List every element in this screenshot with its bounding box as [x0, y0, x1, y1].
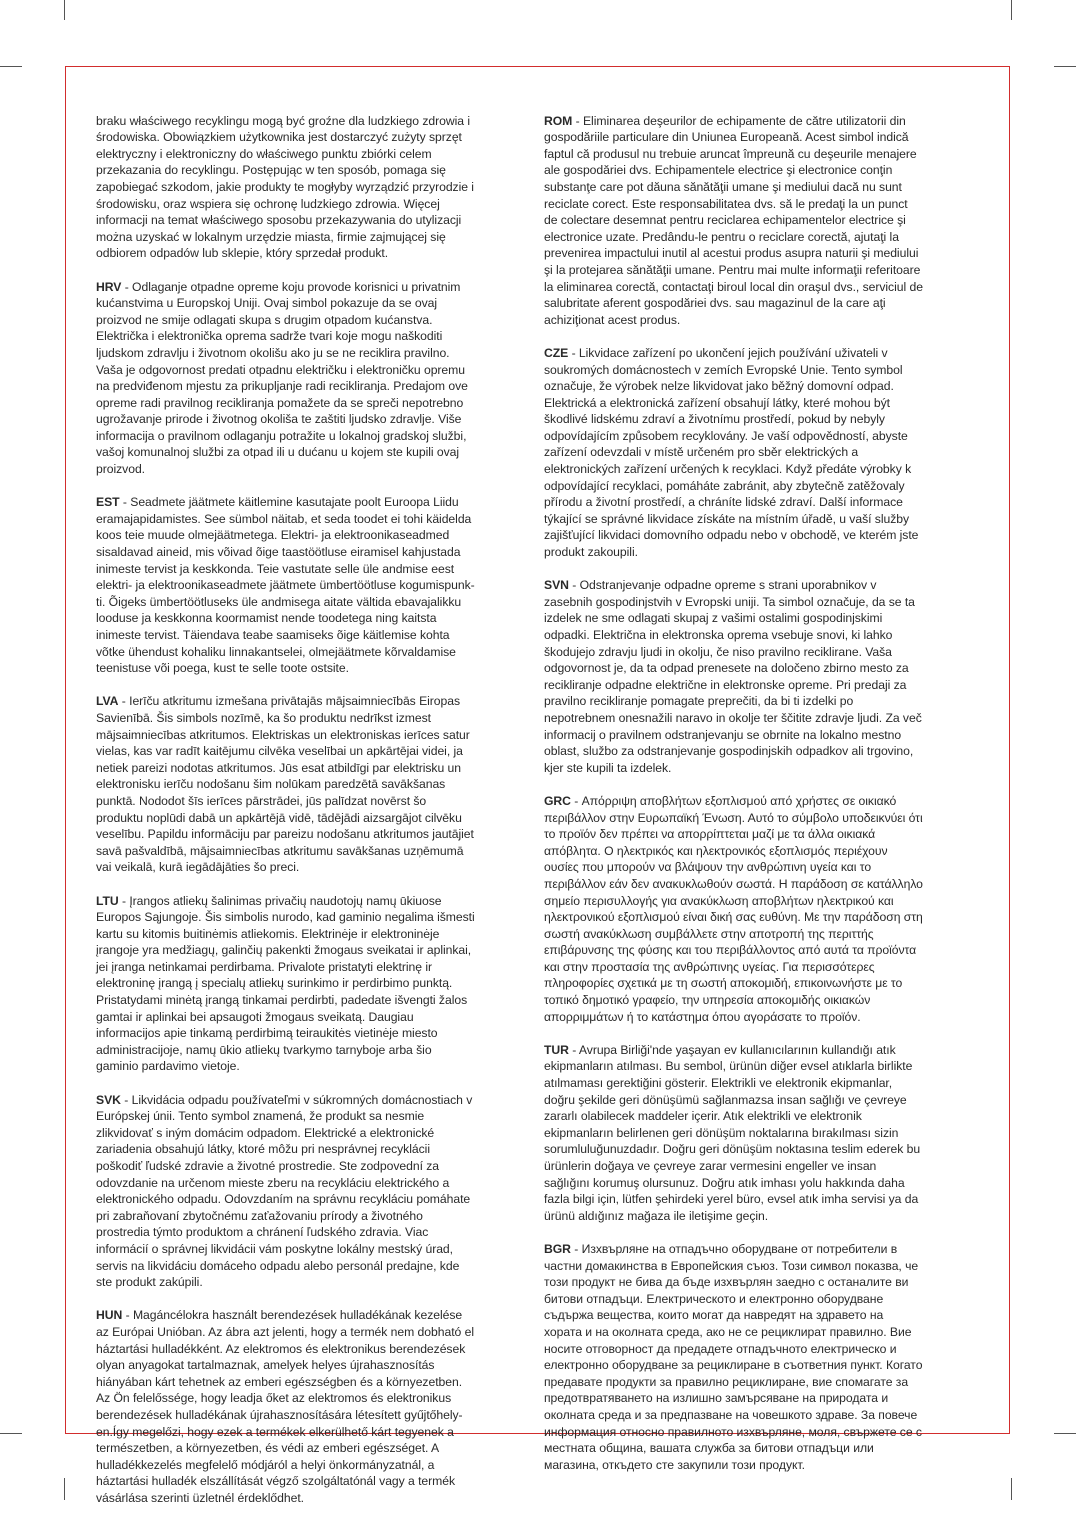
- entry-ltu: [96, 893, 532, 1076]
- entry-text: - Απόρριψη αποβλήτων εξοπλισμού από χρήστες σε οικιακό περιβάλλον στην Ευρωπαϊκή Ένωση. Αυτό το σύμβολο υποδεικνύει ότι το προϊόν δεν πρέπει να απορρίπτεται μαζί με τα άλλα οικιακά απόβλητα. Ο ηλεκτρικός και ηλεκτρονικός εξοπλισμός περιέχουν ουσίες που μπορούν να βλάψουν την ανθρώπινη υγεία και το περιβάλλον εάν δεν ανακυκλωθούν σωστά. Η παράδοση σε κατάλληλο σημείο περισυλλογής για ανακύκλωση αποβλήτων ηλεκτρικού και ηλεκτρονικού εξοπλισμού είναι δική σας ευθύνη. Με την παράδοση στη σωστή ανακύκλωση συμβάλλετε στην αποτροπή της περιττής επιβάρυνσης της φύσης και του περιβάλλοντος από αυτά τα προϊόντα και στην προστασία της ανθρώπινης υγείας. Για περισσότερες πληροφορίες σχετικά με τη σωστή αποκομιδή, επικοινωνήστε με το τοπικό δημοτικό γραφείο, την υπηρεσία αποκομιδής οικιακών απορριμμάτων ή το κατάστημα όπου αγοράσατε το προϊόν.: [544, 793, 923, 1024]
- entry-lva: [96, 693, 532, 876]
- language-code: GRC: [544, 793, 571, 808]
- language-code: HRV: [96, 279, 122, 294]
- language-code: TUR: [544, 1042, 569, 1057]
- language-code: SVK: [96, 1092, 121, 1107]
- language-code: CZE: [544, 345, 569, 360]
- language-code: LTU: [96, 893, 119, 908]
- entry-text: - Magáncélokra használt berendezések hulladékának kezelése az Európai Unióban. Az ábra azt jelenti, hogy a termék nem dobható el háztartási hulladékként. Az elektromos és elektronikus berendezések olyan anyagokat tartalmaznak, amelyek helyes újrahasznosítás hiányában kárt tehetnek az emberi egészségben és a környezetben. Az Ön felelőssége, hogy leadja őket az elektromos és elektronikus berendezések hulladékának újrahasznosítására létesített gyűjtőhely- en.Így megelőzi, hogy ezek a termékek elkerülhető kárt tegyenek a természetben, a környezetben, és védi az emberi egészséget. A hulladékkezelés megfelelő módjáról a helyi önkormányzatnál, a háztartási hulladék elszállítását végző szolgáltatónál vagy a termék vásárlása szerinti üzletnél érdeklődhet.: [96, 1308, 474, 1505]
- crop-mark: [0, 1433, 22, 1434]
- crop-mark: [1054, 66, 1076, 67]
- crop-mark: [1011, 0, 1012, 20]
- right-column: [544, 96, 984, 1490]
- crop-mark: [64, 0, 65, 20]
- intro-paragraph: braku właściwego recyklingu mogą być groźne dla ludzkiego zdrowia i środowiska. Obowiązkiem użytkownika jest dostarczyć zużyty sprzęt elektryczny i elektroniczny do właściwego punktu zbiórki celem przekazania do recyklingu. Postępując w ten sposób, pomaga się zapobiegać szkodom, jakie produkty te mogłyby wyrządzić przyrodzie i środowisku, oraz wspiera się ochronę ludzkiego zdrowia. Więcej informacji na temat właściwego sposobu przekazywania do utylizacji można uzyskać w lokalnym urzędzie miasta, firmie zajmującej się odbiorem odpadów lub sklepie, który sprzedał produkt.: [96, 113, 474, 261]
- crop-mark: [0, 66, 22, 67]
- entry-hun: [96, 1307, 532, 1506]
- language-code: HUN: [96, 1308, 123, 1323]
- entry-text: - Seadmete jäätmete käitlemine kasutajate poolt Euroopa Liidu eramajapidamistes. See sümbol näitab, et seda toodet ei tohi käidelda koos teie muude olmejäätmetega. Elektri- ja elektroonikaseadmed sisaldavad aineid, mis võivad õige taastöötluse eiramisel kahjustada inimeste tervist ja keskkonda. Teie vastutate selle üle andmise eest elektri- ja elektroonikaseadmete jäätmete ümbertöötluse kogumispunk- ti. Õigeks ümbertöötluseks üle andmisega aitate vältida ebavajalikku looduse ja keskkonna koormamist nende toodetega ning kaitsta inimeste tervist. Täiendava teabe saamiseks õige käitlemise kohta võtke ühendust kohaliku linnakantselei, olmejäätmete kõrvaldamise teenistuse või poega, kust te selle toote ostsite.: [96, 495, 475, 676]
- entry-svk: [96, 1092, 532, 1291]
- entry-text: - Изхвърляне на отпадъчно оборудване от потребители в частни домакинства в Европейския съюз. Този символ показва, че този продукт не бива да бъде изхвърлян заедно с останалите ви битови отпадъци. Електрическото и електронно оборудване съдържа вещества, които могат да навредят на здравето на хората и на околната среда, ако не се рециклират правилно. Вие носите отговорност да предадете отпадъчното електрическо и електронно оборудване за рециклиране в съответния пункт. Когато предавате продукти за правилно рециклиране, вие спомагате за предотвратяването на излишно замърсяване на природата и околната среда и за предпазване на човешкото здраве. За повече информация относно правилното изхвърляне, моля, свържете се с местната община, вашата служба за битови отпадъци или магазина, откъдето сте закупили този продукт.: [544, 1241, 923, 1472]
- crop-mark: [1011, 1478, 1012, 1500]
- entry-text: - Odstranjevanje odpadne opreme s strani uporabnikov v zasebnih gospodinjstvih v Evropski uniji. Ta simbol označuje, da se ta izdelek ne sme odlagati skupaj z vašimi ostalimi gospodinjskimi odpadki. Električna in elektronska oprema vsebuje snovi, ki lahko škodujejo zdravju ljudi in okolju, če niso pravilno reciklirane. Vaša odgovornost je, da ta odpad prenesete na določeno zbirno mesto za recikliranje odpadne električne in elektronske opreme. Pri predaji za pravilno recikliranje pomagate preprečiti, da bi ti izdelki po nepotrebnem onesnažili naravo in okolje ter ščitite zdravje ljudi. Za več informacij o pravilnem odstranjevanju se obrnite na lokalno mestno oblast, službo za odstranjevanje gospodinjskih odpadkov ali trgovino, kjer ste kupili ta izdelek.: [544, 578, 922, 775]
- entry-cze: [544, 345, 984, 561]
- entry-text: - Likvidace zařízení po ukončení jejich používání uživateli v soukromých domácnostech v zemích Evropské Unie. Tento symbol označuje, že výrobek nelze likvidovat jako běžný domovní odpad. Elektrická a elektronická zařízení obsahují látky, které mohou být škodlivé lidskému zdraví a životnímu prostředí, pokud by nebyly odpovídajícím způsobem recyklovány. Je vaší odpovědností, abyste zařízení odevzdali v místě určeném pro sběr elektrických a elektronických zařízení určených k recyklaci. Když předáte výrobky k odpovídající recyklaci, pomáháte zabránit, aby zbytečně zatěžovaly přírodu a životní prostředí, a chráníte lidské zdraví. Další informace týkající se správné likvidace získáte na místním úřadě, u vaší služby zajišťující likvidaci domovního odpadu nebo v obchodě, ve kterém jste produkt zakoupili.: [544, 345, 919, 560]
- entry-est: [96, 494, 532, 677]
- crop-mark: [64, 1478, 65, 1500]
- entry-bgr: [544, 1241, 984, 1473]
- left-column: [96, 96, 532, 1523]
- entry-text: - Eliminarea deşeurilor de echipamente de către utilizatorii din gospodăriile particulare din Uniunea Europeană. Acest simbol indică faptul că produsul nu trebuie aruncat împreună cu deşeurile menajere ale gospodăriei dvs. Echipamentele electrice şi electronice conţin substanţe care pot dăuna sănătăţii umane şi mediului dacă nu sunt reciclate corect. Este responsabilitatea dvs. să le predaţi la un punct de colectare desemnat pentru reciclarea echipamentelor electrice şi electronice uzate. Predându-le pentru o reciclare corectă, ajutaţi la prevenirea impactului inutil al acestui produs asupra naturii şi mediului şi la protejarea sănătăţii umane. Pentru mai multe informaţii referitoare la eliminarea corectă, contactaţi biroul local din oraşul dvs., serviciul de salubritate aferent gospodăriei dvs. sau magazinul de la care aţi achiziţionat acest produs.: [544, 113, 923, 327]
- language-code: LVA: [96, 694, 119, 709]
- entry-text: - Likvidácia odpadu používateľmi v súkromných domácnostiach v Európskej únii. Tento symbol znamená, že produkt sa nesmie zlikvidovať s iným domácim odpadom. Elektrické a elektronické zariadenia obsahujú látky, ktoré môžu pri nesprávnej recyklácii poškodiť ľudské zdravie a životné prostredie. Ste zodpovední za odovzdanie na určenom mieste zberu na recykláciu elektrického a elektronického odpadu. Odovzdaním na správnu recykláciu pomáhate pri zabraňovaní zbytočnému zaťažovaniu prírody a životného prostredia týmto produktom a chránení ľudského zdravia. Viac informácií o správnej likvidácii vám poskytne lokálny mestský úrad, servis na likvidáciu domáceho odpadu alebo personál predajne, kde ste produkt zakúpili.: [96, 1092, 473, 1290]
- entry-text: - Odlaganje otpadne opreme koju provode korisnici u privatnim kućanstvima u Europskoj Uniji. Ovaj simbol pokazuje da se ovaj proizvod ne smije odlagati skupa s drugim otpadom kućanstva. Električka i elektronička oprema sadrže tvari koje mogu naškoditi ljudskom zdravlju i životnom okolišu ako ju se ne reciklira pravilno. Vaša je odgovornost predati otpadnu električku i elektroničku opremu na predviđenom mjestu za prikupljanje radi recikliranja. Predajom ove opreme radi pravilnog recikliranja pomažete da se spreči nepotrebno ugrožavanje prirode i životnog okoliša te zaštiti ljudsko zdravlje. Više informacija o pravilnom odlaganju potražite u lokalnoj gradskoj službi, vašoj komunalnoj službi za otpad ili u dućanu u kojem ste kupili ovaj proizvod.: [96, 279, 468, 477]
- language-code: BGR: [544, 1241, 571, 1256]
- entry-tur: [544, 1042, 984, 1225]
- language-code: ROM: [544, 113, 573, 128]
- entry-hrv: [96, 279, 532, 478]
- crop-mark: [1054, 1433, 1076, 1434]
- entry-svn: [544, 577, 984, 776]
- entry-text: - Avrupa Birliği'nde yaşayan ev kullanıcılarının kullandığı atık ekipmanların atılması. Bu sembol, ürünün diğer evsel atıklarla birlikte atılmaması gerektiğini gösterir. Elektrikli ve elektronik ekipmanlar, doğru şekilde geri dönüşümü sağlanmazsa insan sağlığı ve çevreye zararlı olabilecek maddeler içerir. Atık elektrikli ve elektronik ekipmanların belirlenen geri dönüşüm noktalarına bırakılması sizin sorumluluğunuzdadır. Doğru geri dönüşüm noktasına teslim ederek bu ürünlerin doğaya ve çevreye zarar vermesini engeller ve insan sağlığını korumuş olursunuz. Doğru atık imhası yolu hakkında daha fazla bilgi için, lütfen şehirdeki yerel büro, evsel atık imha servisi ya da ürünü aldığınız mağaza ile iletişime geçin.: [544, 1042, 921, 1223]
- entry-grc: [544, 793, 984, 1025]
- entry-text: - Ierīču atkritumu izmešana privātajās mājsaimniecībās Eiropas Savienībā. Šis simbols nozīmē, ka šo produktu nedrīkst izmest mājsaimniecības atkritumos. Elektriskas un elektroniskas ierīces satur vielas, kas var radīt kaitējumu cilvēka veselībai un apkārtējai videi, ja netiek pareizi nodotas atkritumos. Jūs esat atbildīgi par elektrisku un elektronisku ierīču nodošanu šim nolūkam paredzētā savākšanas punktā. Nododot šīs ierīces pārstrādei, jūs palīdzat novērst šo produktu noplūdi dabā un apkārtējā vidē, tādējādi aizsargājot cilvēku veselību. Papildu informāciju par pareizu nodošanu atkritumos jautājiet savā pašvaldībā, mājsaimniecības atkritumu savākšanas uzņēmumā vai veikalā, kurā iegādājāties šo preci.: [96, 694, 474, 875]
- entry-rom: [544, 113, 984, 329]
- language-code: EST: [96, 495, 120, 510]
- language-code: SVN: [544, 578, 569, 593]
- entry-text: - Įrangos atliekų šalinimas privačių naudotojų namų ūkiuose Europos Sąjungoje. Šis simbolis nurodo, kad gaminio negalima išmesti kartu su kitomis buitinėmis atliekomis. Elektrinėje ir elektroninėje įrangoje yra medžiagų, galinčių pakenkti žmogaus sveikatai ir aplinkai, jei įranga netinkamai perdirbama. Privalote pristatyti elektrinę ir elektroninę įrangą į specialų atliekų surinkimo ir perdirbimo punktą. Pristatydami minėtą įrangą tinkamai perdirbti, padedate išvengti žalos gamtai ir aplinkai bei apsaugoti žmogaus sveikatą. Daugiau informacijos apie tinkamą perdirbimą teiraukitės vietinėje miesto administracijoje, namų ūkio atliekų tvarkymo tarnyboje arba šio gaminio pardavimo vietoje.: [96, 893, 475, 1074]
